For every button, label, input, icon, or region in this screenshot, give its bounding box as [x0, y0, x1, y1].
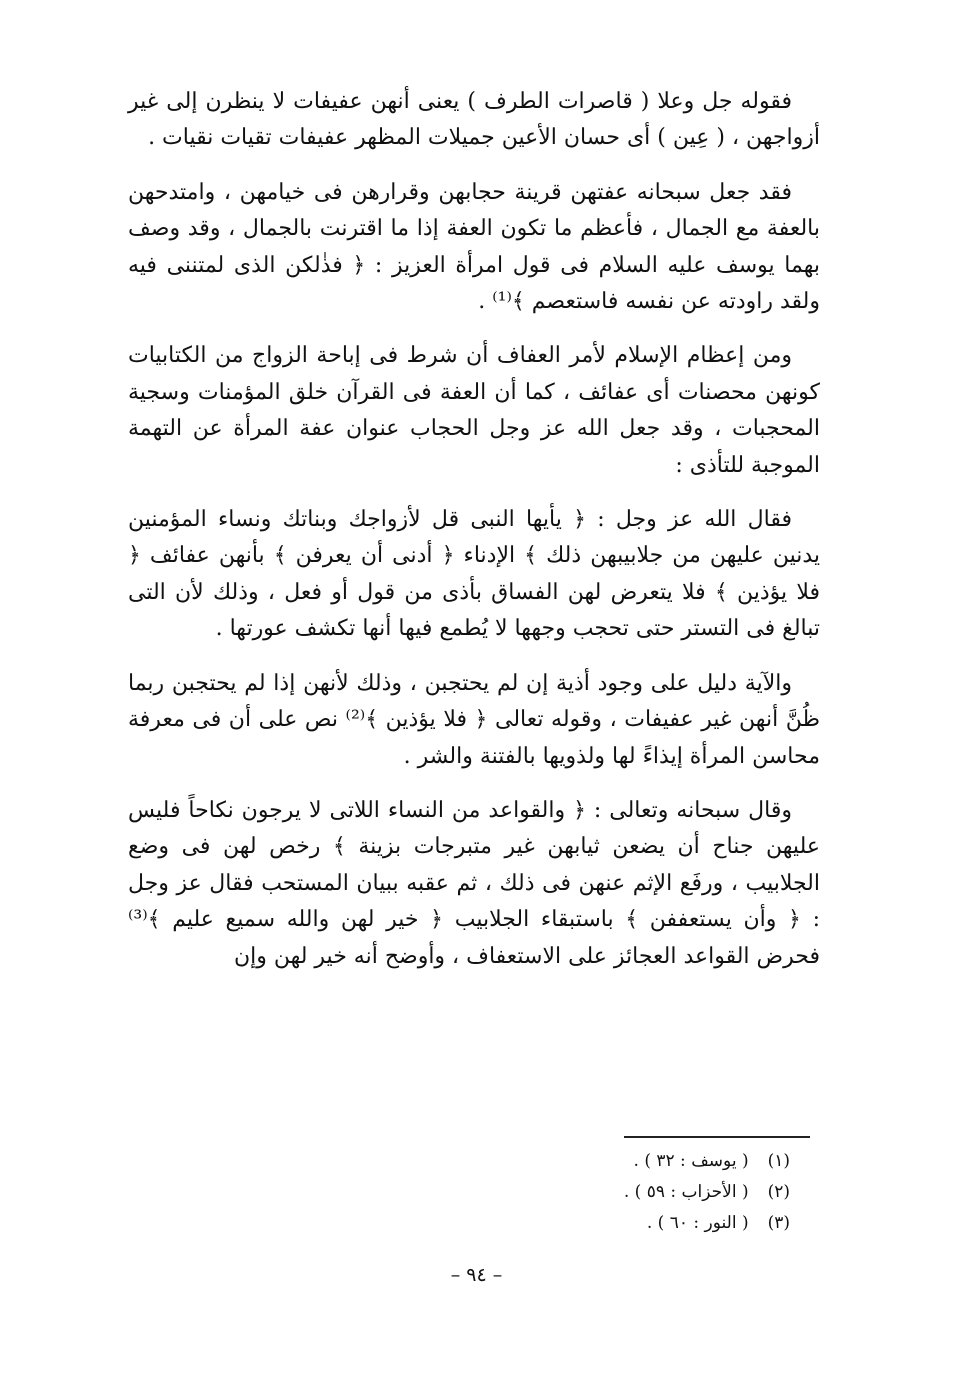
footnote-number: (٣) [767, 1213, 790, 1233]
footnote-text: ( الأحزاب : ٥٩ ) . [623, 1182, 749, 1202]
paragraph-1: فقوله جل وعلا ( قاصرات الطرف ) يعنى أنهن عفيفات لا ينظرن إلى غير أزواجهن ، ( عِين ) أى حسان الأعين جميلات المظهر عفيفات تقيات نقيات . [128, 89, 820, 151]
footnote-text: ( يوسف : ٣٢ ) . [633, 1151, 749, 1171]
paragraph-2: فقد جعل سبحانه عفتهن قرينة حجابهن وقرارهن فى خيامهن ، وامتدحهن بالعفة مع الجمال ، فأعظم ما تكون العفة إذا ما اقترنت بالجمال ، وقد وصف بهما يوسف عليه السلام فى قول امرأة العزيز : ﴿ فذٰلكن الذى لمتننى فيه ولقد راودته عن نفسه فاستعصم ﴾⁽¹⁾ . [128, 179, 820, 315]
paragraph-6: وقال سبحانه وتعالى : ﴿ والقواعد من النساء اللاتى لا يرجون نكاحاً فليس عليهن جناح أن يضعن ثيابهن غير متبرجات بزينة ﴾ رخص لهن فى وضع الجلابيب ، ورفَع الإثم عنهن فى ذلك ، ثم عقبه ببيان المستحب فقال عز وجل : ﴿ وأن يستعففن ﴾ باستبقاء الجلابيب ﴿ خير لهن والله سميع عليم ﴾⁽³⁾ فحرض القواعد العجائز على الاستعفاف ، وأوضح أنه خير لهن وإن [128, 797, 820, 969]
paragraph-5: والآية دليل على وجود أذية إن لم يحتجبن ، وذلك لأنهن إذا لم يحتجبن ربما ظُنَّ أنهن غير عفيفات ، وقوله تعالى ﴿ فلا يؤذين ﴾⁽²⁾ نص على أن فى معرفة محاسن المرأة إيذاءً لها ولذويها بالفتنة والشر . [128, 670, 820, 769]
page-number: – ٩٤ – [450, 1264, 503, 1286]
footnote-separator [624, 1136, 810, 1138]
body-text [128, 84, 820, 993]
footnotes [420, 1146, 790, 1239]
footnote-3 [420, 1208, 790, 1239]
footnote-number: (٢) [767, 1182, 790, 1202]
paragraph-4: فقال الله عز وجل : ﴿ يأيها النبى قل لأزواجك وبناتك ونساء المؤمنين يدنين عليهن من جلابيبهن ذلك ﴾ الإدناء ﴿ أدنى أن يعرفن ﴾ بأنهن عفائف ﴿ فلا يؤذين ﴾ فلا يتعرض لهن الفساق بأذى من قول أو فعل ، وذلك لأن التى تبالغ فى التستر حتى تحجب وجهها لا يُطمع فيها أنها تكشف عورتها . [128, 507, 820, 642]
footnote-1 [420, 1146, 790, 1177]
paragraph-3: ومن إعظام الإسلام لأمر العفاف أن شرط فى إباحة الزواج من الكتابيات كونهن محصنات أى عفائف ، كما أن العفة فى القرآن خلق المؤمنات وسجية المحجبات ، وقد جعل الله عز وجل الحجاب عنوان عفة المرأة عن التهمة الموجبة للتأذى : [128, 343, 820, 478]
footnote-text: ( النور : ٦٠ ) . [646, 1213, 749, 1233]
footnote-2 [420, 1177, 790, 1208]
footnote-number: (١) [767, 1151, 790, 1171]
